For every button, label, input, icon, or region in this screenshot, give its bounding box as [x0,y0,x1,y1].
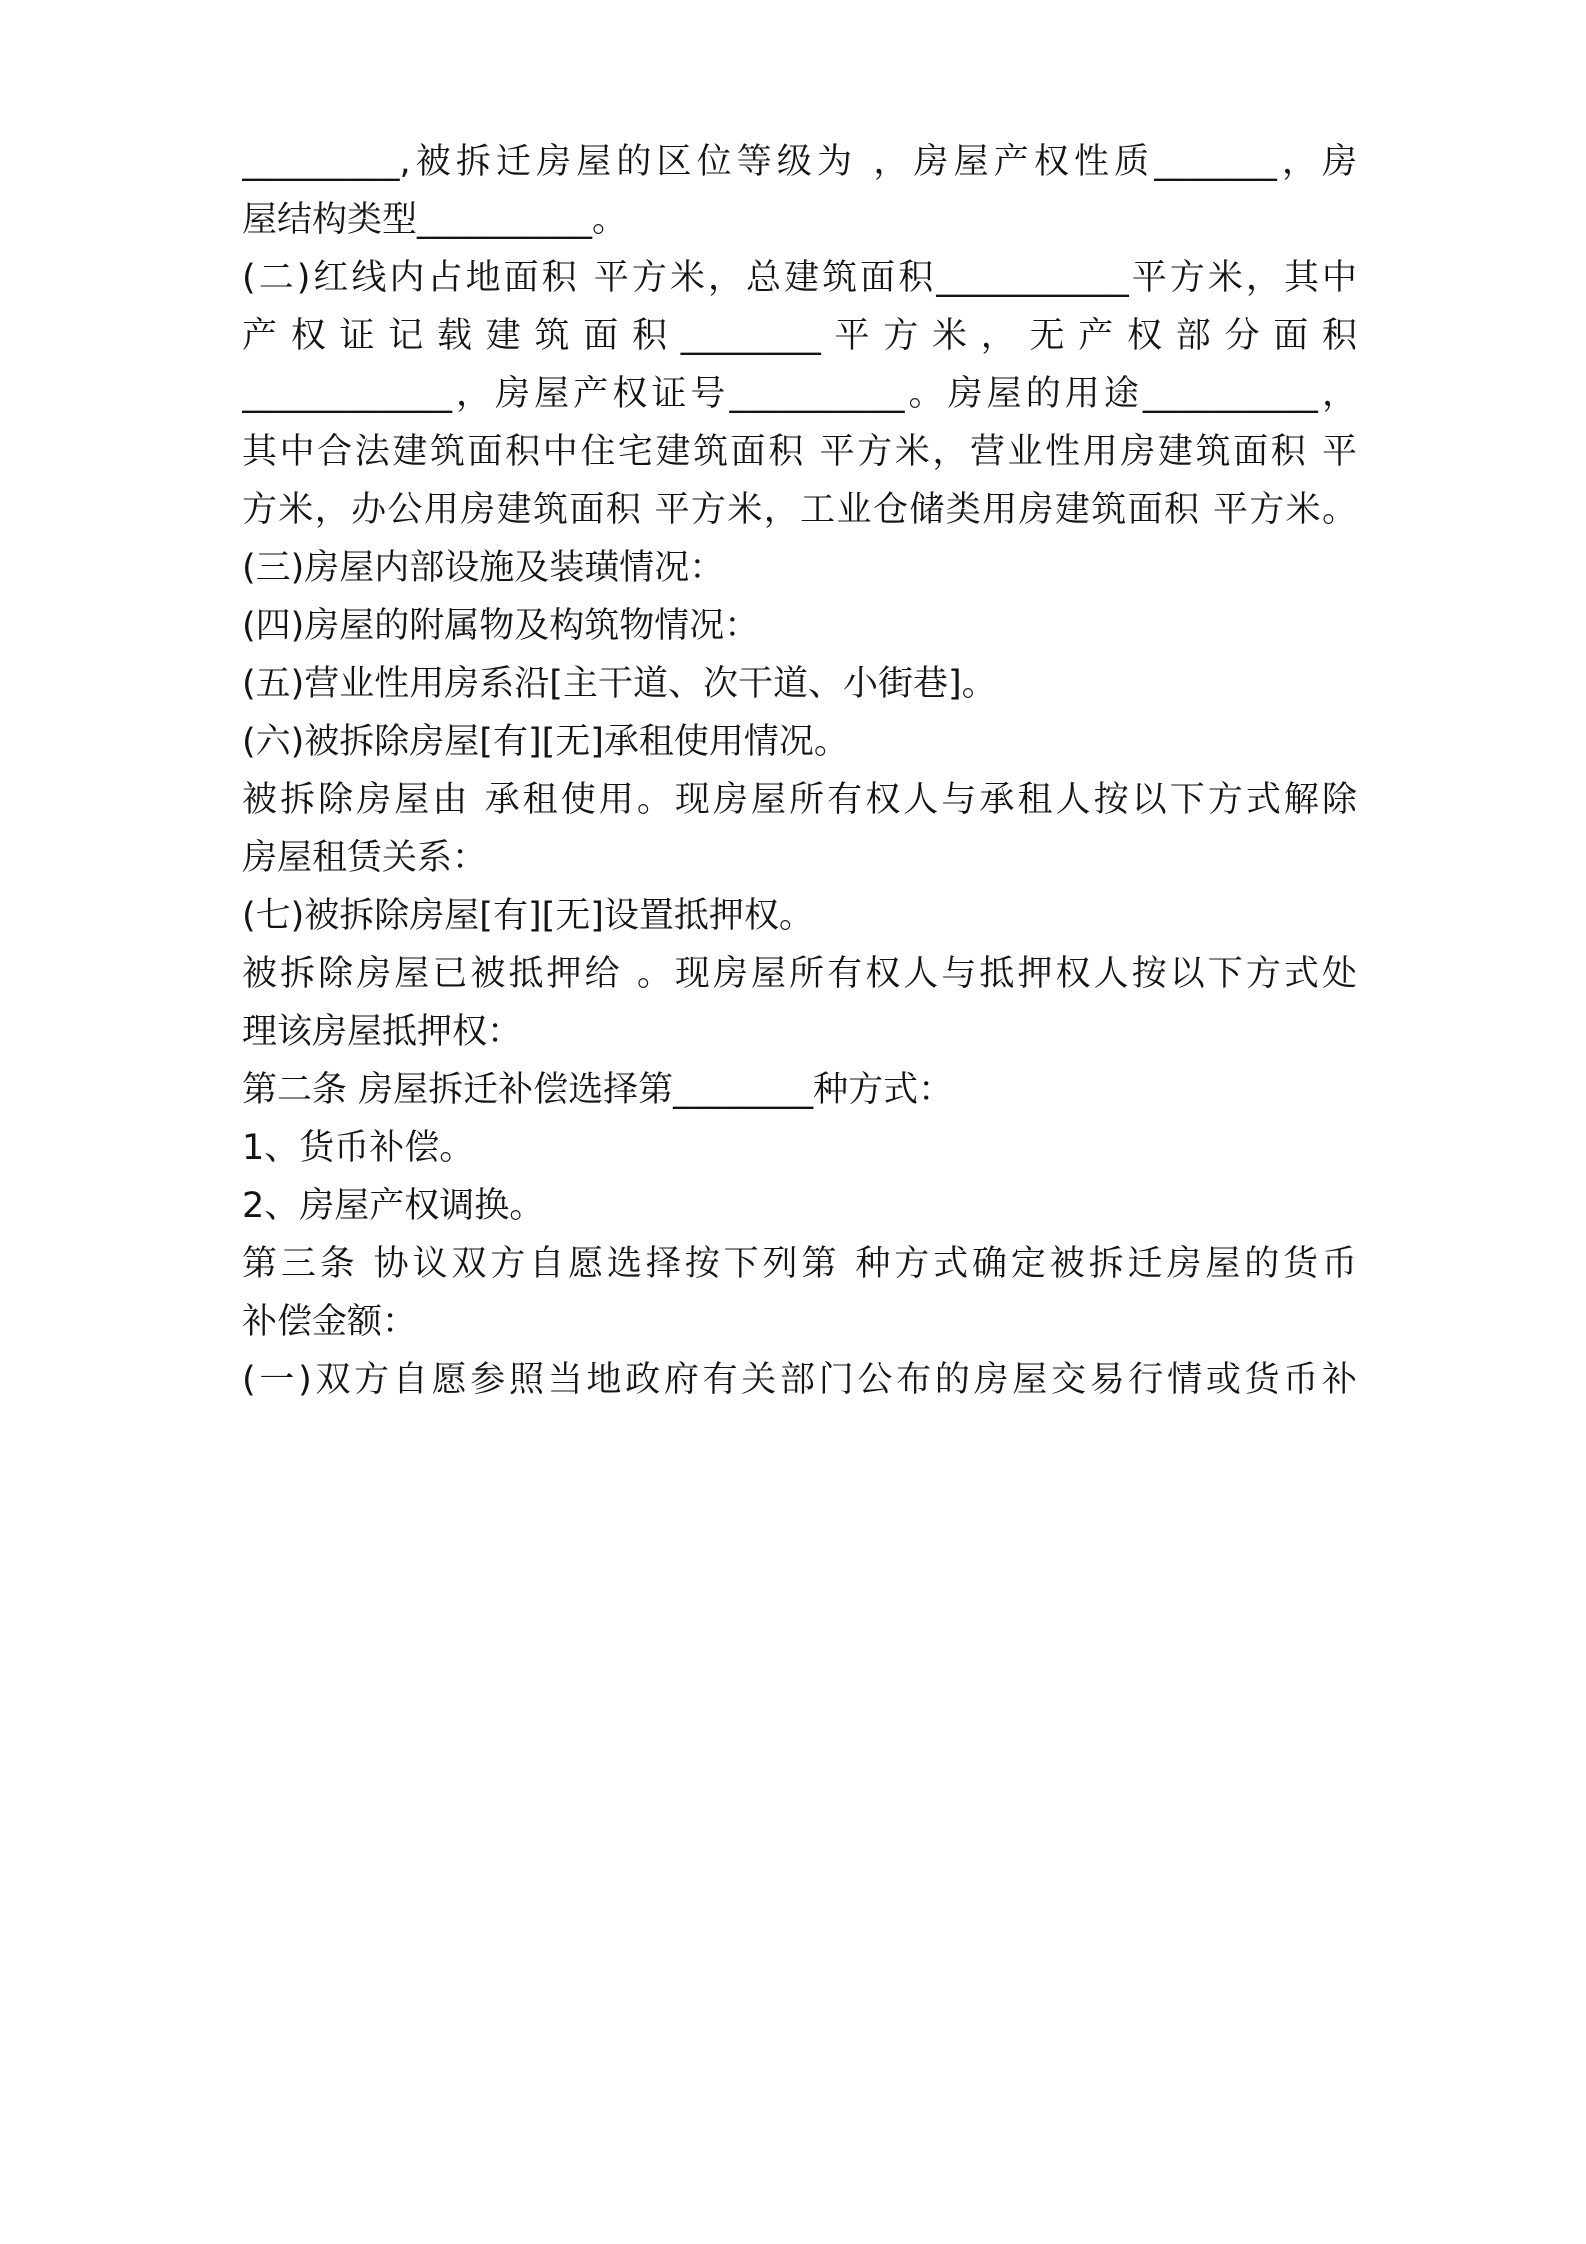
text-line: 方米，办公用房建筑面积 平方米，工业仓储类用房建筑面积 平方米。 [242,490,1357,530]
text-line: (七)被拆除房屋[有][无]设置抵押权。 [242,896,814,936]
text-line: 房屋租赁关系： [242,838,488,878]
text-line: 其中合法建筑面积中住宅建筑面积 平方米，营业性用房建筑面积 平 [242,432,1357,472]
text-line: (一)双方自愿参照当地政府有关部门公布的房屋交易行情或货币补 [242,1360,1357,1400]
text-line: 被拆除房屋由 承租使用。现房屋所有权人与承租人按以下方式解除 [242,780,1357,820]
text-line: 2、房屋产权调换。 [242,1186,545,1226]
text-line: 产权证记载建筑面积________平方米，无产权部分面积 [242,316,1357,356]
text-line: (二)红线内占地面积 平方米，总建筑面积___________平方米，其中 [242,258,1357,298]
text-line: 第二条 房屋拆迁补偿选择第________种方式： [242,1070,954,1110]
text-line: (四)房屋的附属物及构筑物情况： [242,606,760,646]
text-line: 屋结构类型__________。 [242,200,628,240]
text-line: 第三条 协议双方自愿选择按下列第 种方式确定被拆迁房屋的货币 [242,1244,1357,1284]
text-line: 1、货币补偿。 [242,1128,475,1168]
text-line: 理该房屋抵押权： [242,1012,523,1052]
text-line: (六)被拆除房屋[有][无]承租使用情况。 [242,722,849,762]
text-line: (五)营业性用房系沿[主干道、次干道、小街巷]。 [242,664,997,704]
text-line: ____________，房屋产权证号__________。房屋的用途__________， [242,374,1357,414]
text-line: 被拆除房屋已被抵押给 。现房屋所有权人与抵押权人按以下方式处 [242,954,1357,994]
text-line: _________,被拆迁房屋的区位等级为 ，房屋产权性质_______，房 [242,142,1357,182]
text-line: 补偿金额： [242,1302,418,1342]
text-line: (三)房屋内部设施及装璜情况： [242,548,725,588]
